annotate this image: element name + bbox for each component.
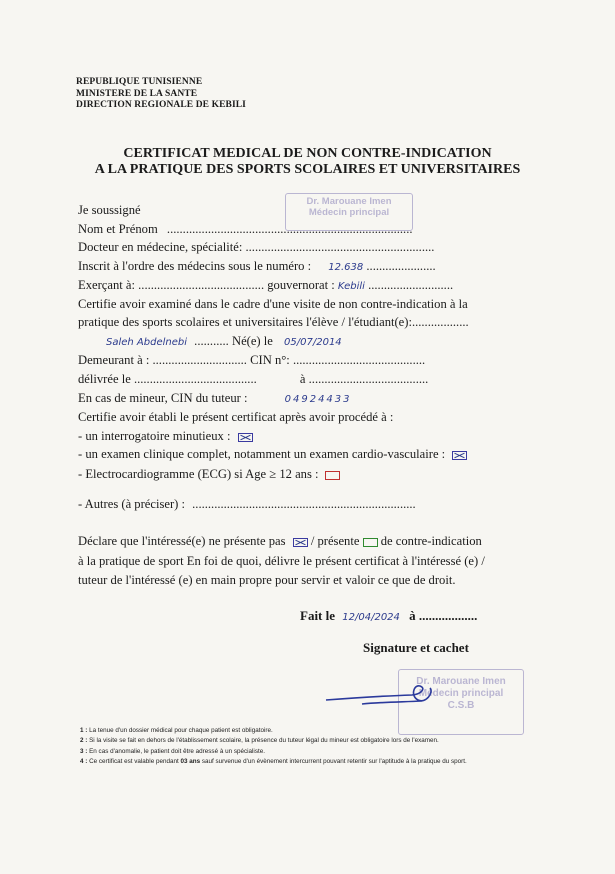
footnote-4: 4 : Ce certificat est valable pendant 03 ans sauf survenue d'un évènement intercurrent pouvant retentir sur l'aptitude à la pratique du sport. xyxy=(80,757,467,765)
demeurant-dots[interactable]: .............................. xyxy=(152,353,247,367)
checkbox-ne-presente-pas[interactable] xyxy=(293,538,308,547)
tuteur-cin[interactable]: 04924433 xyxy=(284,394,352,405)
document-title xyxy=(0,146,615,178)
stamp-title: Médecin principal xyxy=(418,688,504,699)
header-republic: REPUBLIQUE TUNISIENNE xyxy=(76,77,203,87)
certifie-line-1: Certifie avoir examiné dans le cadre d'une visite de non contre-indication à la xyxy=(78,297,468,311)
inscrit-dots: ...................... xyxy=(366,259,436,273)
stamp-name: Dr. Marouane Imen xyxy=(306,196,392,207)
checkbox-examen[interactable] xyxy=(452,451,467,460)
certifie-etabli: Certifie avoir établi le présent certificat après avoir procédé à : xyxy=(78,410,394,424)
item-autres xyxy=(78,497,416,512)
inscrit-row xyxy=(78,259,436,275)
footnotes xyxy=(80,727,550,768)
declare-line-1 xyxy=(78,534,482,549)
nom-label: Nom et Prénom xyxy=(78,222,158,236)
gouvernorat-label: gouvernorat : xyxy=(267,278,335,292)
declare-line-3: tuteur de l'intéressé (e) en main propre pour servir et valoir ce que de droit. xyxy=(78,573,456,587)
delivree-a-label: à xyxy=(299,372,306,386)
header-direction: DIRECTION REGIONALE DE KEBILI xyxy=(76,100,246,110)
delivree-label: délivrée le xyxy=(78,372,131,386)
item-interrogatoire xyxy=(78,429,253,444)
exercant-label: Exerçant à: xyxy=(78,278,135,292)
gouvernorat-dots: ........................... xyxy=(368,278,454,292)
item4-dots[interactable]: ....................................................................... xyxy=(192,497,416,511)
delivree-dots[interactable]: ....................................... xyxy=(133,372,257,386)
footnote-1: 1 : La tenue d'un dossier médical pour chaque patient est obligatoire. xyxy=(80,727,273,734)
item4-label: - Autres (à préciser) : xyxy=(78,497,185,511)
exercant-dots[interactable]: ........................................ xyxy=(138,278,265,292)
fait-date[interactable]: 12/04/2024 xyxy=(342,612,400,623)
title-line-1: CERTIFICAT MEDICAL DE NON CONTRE-INDICATION xyxy=(123,146,492,161)
signature-label: Signature et cachet xyxy=(363,640,469,655)
footnote-2: 2 : Si la visite se fait en dehors de l'établissement scolaire, la présence du tuteur légal du mineur est obligatoire lors de l'examen. xyxy=(80,737,439,745)
je-soussigne: Je soussigné xyxy=(78,203,141,217)
exercant-row xyxy=(78,278,453,294)
docteur-dots[interactable]: ............................................................ xyxy=(245,240,435,254)
gouvernorat-value[interactable]: Kebili xyxy=(337,281,365,292)
nom-dots[interactable]: .............................................................................. xyxy=(166,222,413,236)
birth-label: Né(e) le xyxy=(231,334,273,348)
tuteur-row xyxy=(78,391,352,407)
title-line-2: A LA PRATIQUE DES SPORTS SCOLAIRES ET UNIVERSITAIRES xyxy=(94,162,521,177)
nom-prenom-row xyxy=(78,222,413,237)
birth-date[interactable]: 05/07/2014 xyxy=(284,337,342,348)
certifie-line-2: pratique des sports scolaires et universitaires l'élève / l'étudiant(e):.................. xyxy=(78,315,469,329)
cin-dots[interactable]: .......................................... xyxy=(292,353,426,367)
footnote-3: 3 : En cas d'anomalie, le patient doit être adressé à un spécialiste. xyxy=(80,747,265,755)
item3-label: - Electrocardiogramme (ECG) si Age ≥ 12 ans : xyxy=(78,467,319,481)
item2-label: - un examen clinique complet, notamment un examen cardio-vasculaire : xyxy=(78,447,446,461)
declare-part-b: / présente xyxy=(310,534,360,548)
declare-line-2: à la pratique de sport En foi de quoi, délivre le présent certificat à l'intéressé (e) / xyxy=(78,554,485,568)
inscrit-number[interactable]: 12.638 xyxy=(328,262,364,273)
declare-part-c: de contre-indication xyxy=(380,534,482,548)
tuteur-label: En cas de mineur, CIN du tuteur : xyxy=(78,391,248,405)
stamp-title: Médecin principal xyxy=(308,207,390,218)
demeurant-row xyxy=(78,353,425,368)
declare-part-a: Déclare que l'intéressé(e) ne présente pas xyxy=(78,534,286,548)
institution-header xyxy=(76,77,246,112)
item-ecg xyxy=(78,467,340,482)
fait-a-dots[interactable]: .................. xyxy=(418,608,478,623)
delivree-a-dots[interactable]: ...................................... xyxy=(308,372,429,386)
docteur-row xyxy=(78,240,434,255)
inscrit-label: Inscrit à l'ordre des médecins sous le numéro : xyxy=(78,259,312,273)
checkbox-interrogatoire[interactable] xyxy=(238,433,253,442)
student-name[interactable]: Saleh Abdelnebi xyxy=(106,337,188,348)
checkbox-ecg[interactable] xyxy=(325,471,340,480)
item1-label: - un interrogatoire minutieux : xyxy=(78,429,231,443)
cin-label: CIN n°: xyxy=(250,353,290,367)
student-row xyxy=(78,334,342,350)
doctor-signature xyxy=(322,678,452,718)
docteur-label: Docteur en médecine, spécialité: xyxy=(78,240,243,254)
item-examen xyxy=(78,447,467,462)
fait-label: Fait le xyxy=(300,608,336,623)
checkbox-presente[interactable] xyxy=(363,538,378,547)
fait-le-row xyxy=(300,608,477,624)
demeurant-label: Demeurant à : xyxy=(78,353,150,367)
stamp-name: Dr. Marouane Imen xyxy=(416,676,506,687)
stamp-center: C.S.B xyxy=(447,700,475,711)
header-ministry: MINISTERE DE LA SANTE xyxy=(76,88,198,99)
delivree-row xyxy=(78,372,428,387)
fait-a-label: à xyxy=(409,608,416,623)
student-dots: ........... xyxy=(194,334,229,348)
